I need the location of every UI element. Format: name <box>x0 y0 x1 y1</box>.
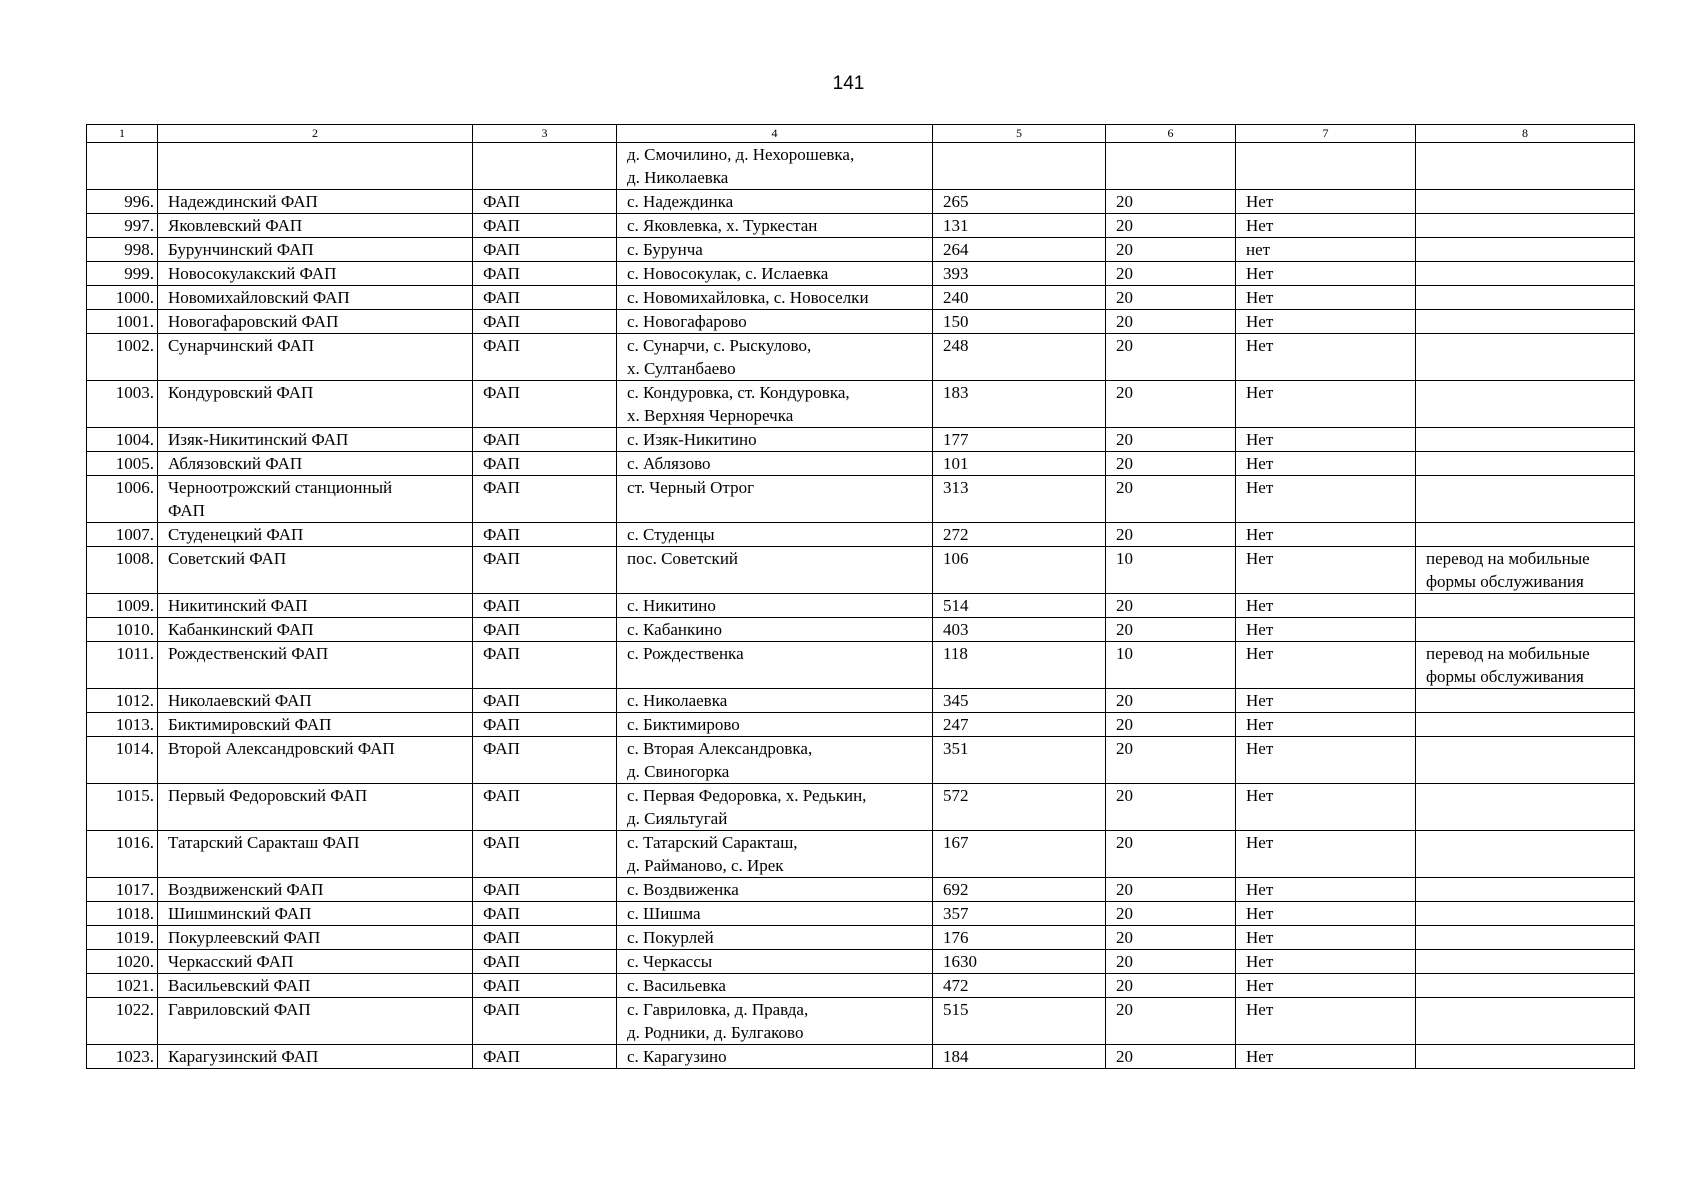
table-row <box>87 950 1635 974</box>
cell-status: Нет <box>1236 878 1416 902</box>
cell-population: 167 <box>933 831 1106 878</box>
cell-note <box>1416 926 1635 950</box>
cell-population: 357 <box>933 902 1106 926</box>
table-row <box>87 381 1635 428</box>
cell-row-number: 1021. <box>87 974 158 998</box>
cell-facility-type: ФАП <box>473 642 617 689</box>
cell-distance: 20 <box>1106 594 1236 618</box>
cell-facility-type: ФАП <box>473 334 617 381</box>
table-row <box>87 523 1635 547</box>
cell-facility-type: ФАП <box>473 1045 617 1069</box>
column-header-5: 5 <box>933 125 1106 143</box>
cell-status: Нет <box>1236 1045 1416 1069</box>
header-row <box>87 125 1635 143</box>
table-row <box>87 713 1635 737</box>
cell-row-number: 997. <box>87 214 158 238</box>
cell-distance: 20 <box>1106 998 1236 1045</box>
cell-status: нет <box>1236 238 1416 262</box>
cell-status: Нет <box>1236 594 1416 618</box>
cell-status: Нет <box>1236 286 1416 310</box>
cell-facility-name: Бурунчинский ФАП <box>158 238 473 262</box>
cell-facility-name: Сунарчинский ФАП <box>158 334 473 381</box>
table-row <box>87 831 1635 878</box>
cell-settlements: с. Аблязово <box>617 452 933 476</box>
cell-row-number: 1000. <box>87 286 158 310</box>
cell-note: перевод на мобильные формы обслуживания <box>1416 547 1635 594</box>
cell-row-number: 1008. <box>87 547 158 594</box>
cell-facility-name: Покурлеевский ФАП <box>158 926 473 950</box>
cell-population: 118 <box>933 642 1106 689</box>
cell-settlements: с. Новогафарово <box>617 310 933 334</box>
cell-distance: 20 <box>1106 689 1236 713</box>
cell-status: Нет <box>1236 784 1416 831</box>
table-row <box>87 594 1635 618</box>
cell-distance: 20 <box>1106 214 1236 238</box>
cell-facility-name: Новомихайловский ФАП <box>158 286 473 310</box>
table-body <box>87 143 1635 1069</box>
cell-settlements: с. Никитино <box>617 594 933 618</box>
cell-note <box>1416 190 1635 214</box>
cell-population: 313 <box>933 476 1106 523</box>
cell-facility-type: ФАП <box>473 974 617 998</box>
table-row <box>87 618 1635 642</box>
table-row <box>87 1045 1635 1069</box>
cell-population: 264 <box>933 238 1106 262</box>
cell-facility-type: ФАП <box>473 618 617 642</box>
cell-facility-type: ФАП <box>473 238 617 262</box>
cell-facility-type: ФАП <box>473 310 617 334</box>
cell-distance: 20 <box>1106 902 1236 926</box>
column-header-6: 6 <box>1106 125 1236 143</box>
cell-settlements: с. Николаевка <box>617 689 933 713</box>
cell-settlements: ст. Черный Отрог <box>617 476 933 523</box>
cell-population: 247 <box>933 713 1106 737</box>
cell-status: Нет <box>1236 902 1416 926</box>
table-row <box>87 737 1635 784</box>
table-row <box>87 214 1635 238</box>
cell-settlements: с. Вторая Александровка, д. Свиногорка <box>617 737 933 784</box>
cell-status: Нет <box>1236 618 1416 642</box>
cell-population: 183 <box>933 381 1106 428</box>
table-row <box>87 689 1635 713</box>
cell-row-number: 1005. <box>87 452 158 476</box>
cell-distance: 20 <box>1106 381 1236 428</box>
cell-facility-name: Аблязовский ФАП <box>158 452 473 476</box>
cell-facility-type: ФАП <box>473 784 617 831</box>
cell-status: Нет <box>1236 381 1416 428</box>
column-header-1: 1 <box>87 125 158 143</box>
cell-facility-name: Рождественский ФАП <box>158 642 473 689</box>
cell-note <box>1416 310 1635 334</box>
cell-population: 272 <box>933 523 1106 547</box>
cell-facility-type: ФАП <box>473 902 617 926</box>
cell-facility-name <box>158 143 473 190</box>
cell-note <box>1416 594 1635 618</box>
cell-status: Нет <box>1236 689 1416 713</box>
cell-population: 184 <box>933 1045 1106 1069</box>
cell-note <box>1416 784 1635 831</box>
cell-row-number: 1023. <box>87 1045 158 1069</box>
table-row <box>87 334 1635 381</box>
cell-note <box>1416 737 1635 784</box>
cell-population: 240 <box>933 286 1106 310</box>
cell-facility-name: Черноотрожский станционный ФАП <box>158 476 473 523</box>
cell-note <box>1416 334 1635 381</box>
table-row <box>87 998 1635 1045</box>
cell-status: Нет <box>1236 547 1416 594</box>
cell-distance: 20 <box>1106 950 1236 974</box>
cell-facility-type: ФАП <box>473 476 617 523</box>
cell-distance: 10 <box>1106 547 1236 594</box>
cell-note <box>1416 476 1635 523</box>
cell-facility-type: ФАП <box>473 594 617 618</box>
cell-row-number: 1009. <box>87 594 158 618</box>
cell-row-number: 1017. <box>87 878 158 902</box>
cell-note <box>1416 902 1635 926</box>
cell-settlements: с. Яковлевка, х. Туркестан <box>617 214 933 238</box>
cell-facility-type: ФАП <box>473 262 617 286</box>
cell-facility-name: Васильевский ФАП <box>158 974 473 998</box>
cell-settlements: с. Студенцы <box>617 523 933 547</box>
cell-status: Нет <box>1236 523 1416 547</box>
cell-facility-type: ФАП <box>473 713 617 737</box>
table-row <box>87 262 1635 286</box>
cell-row-number: 1012. <box>87 689 158 713</box>
cell-population: 351 <box>933 737 1106 784</box>
cell-facility-name: Кондуровский ФАП <box>158 381 473 428</box>
cell-settlements: с. Надеждинка <box>617 190 933 214</box>
cell-note <box>1416 974 1635 998</box>
cell-distance: 20 <box>1106 334 1236 381</box>
cell-row-number: 1022. <box>87 998 158 1045</box>
cell-facility-type: ФАП <box>473 286 617 310</box>
cell-facility-name: Надеждинский ФАП <box>158 190 473 214</box>
table-row <box>87 238 1635 262</box>
cell-note <box>1416 286 1635 310</box>
cell-distance: 20 <box>1106 452 1236 476</box>
cell-population: 472 <box>933 974 1106 998</box>
cell-facility-name: Новогафаровский ФАП <box>158 310 473 334</box>
cell-row-number: 1002. <box>87 334 158 381</box>
cell-status: Нет <box>1236 310 1416 334</box>
cell-facility-type: ФАП <box>473 214 617 238</box>
cell-population: 393 <box>933 262 1106 286</box>
cell-distance: 20 <box>1106 784 1236 831</box>
cell-status: Нет <box>1236 190 1416 214</box>
cell-row-number: 1020. <box>87 950 158 974</box>
table-row <box>87 547 1635 594</box>
cell-settlements: с. Рождественка <box>617 642 933 689</box>
cell-distance <box>1106 143 1236 190</box>
table-row <box>87 143 1635 190</box>
cell-facility-name: Воздвиженский ФАП <box>158 878 473 902</box>
facility-table <box>86 124 1635 1069</box>
cell-facility-type: ФАП <box>473 998 617 1045</box>
cell-status: Нет <box>1236 737 1416 784</box>
cell-population: 176 <box>933 926 1106 950</box>
cell-facility-name: Советский ФАП <box>158 547 473 594</box>
cell-note <box>1416 618 1635 642</box>
cell-row-number: 996. <box>87 190 158 214</box>
cell-facility-name: Яковлевский ФАП <box>158 214 473 238</box>
cell-row-number: 1018. <box>87 902 158 926</box>
cell-status: Нет <box>1236 334 1416 381</box>
cell-row-number: 1019. <box>87 926 158 950</box>
cell-facility-name: Первый Федоровский ФАП <box>158 784 473 831</box>
column-header-8: 8 <box>1416 125 1635 143</box>
cell-settlements: с. Шишма <box>617 902 933 926</box>
cell-status: Нет <box>1236 713 1416 737</box>
cell-note <box>1416 950 1635 974</box>
cell-settlements: с. Изяк-Никитино <box>617 428 933 452</box>
table-header <box>87 125 1635 143</box>
cell-distance: 20 <box>1106 737 1236 784</box>
table-row <box>87 878 1635 902</box>
cell-population <box>933 143 1106 190</box>
cell-status: Нет <box>1236 452 1416 476</box>
table-row <box>87 310 1635 334</box>
cell-distance: 20 <box>1106 476 1236 523</box>
cell-note <box>1416 523 1635 547</box>
table-row <box>87 476 1635 523</box>
cell-population: 177 <box>933 428 1106 452</box>
cell-row-number: 1007. <box>87 523 158 547</box>
cell-settlements: с. Биктимирово <box>617 713 933 737</box>
cell-facility-name: Никитинский ФАП <box>158 594 473 618</box>
cell-note <box>1416 998 1635 1045</box>
table-row <box>87 926 1635 950</box>
cell-status: Нет <box>1236 428 1416 452</box>
cell-settlements: с. Кабанкино <box>617 618 933 642</box>
cell-population: 514 <box>933 594 1106 618</box>
cell-facility-type: ФАП <box>473 689 617 713</box>
cell-distance: 20 <box>1106 428 1236 452</box>
cell-settlements: с. Черкассы <box>617 950 933 974</box>
cell-note <box>1416 713 1635 737</box>
cell-settlements: пос. Советский <box>617 547 933 594</box>
cell-note <box>1416 1045 1635 1069</box>
cell-facility-name: Изяк-Никитинский ФАП <box>158 428 473 452</box>
cell-row-number: 1011. <box>87 642 158 689</box>
cell-note <box>1416 238 1635 262</box>
cell-distance: 20 <box>1106 238 1236 262</box>
table-row <box>87 974 1635 998</box>
cell-status: Нет <box>1236 926 1416 950</box>
cell-settlements: д. Смочилино, д. Нехорошевка, д. Николаевка <box>617 143 933 190</box>
cell-population: 265 <box>933 190 1106 214</box>
cell-distance: 20 <box>1106 713 1236 737</box>
column-header-7: 7 <box>1236 125 1416 143</box>
column-header-2: 2 <box>158 125 473 143</box>
cell-status: Нет <box>1236 831 1416 878</box>
cell-settlements: с. Гавриловка, д. Правда, д. Родники, д. Булгаково <box>617 998 933 1045</box>
cell-note <box>1416 381 1635 428</box>
cell-note <box>1416 831 1635 878</box>
cell-distance: 20 <box>1106 878 1236 902</box>
cell-facility-type: ФАП <box>473 428 617 452</box>
table-row <box>87 452 1635 476</box>
cell-distance: 10 <box>1106 642 1236 689</box>
cell-row-number: 1015. <box>87 784 158 831</box>
cell-row-number: 1014. <box>87 737 158 784</box>
cell-facility-name: Татарский Саракташ ФАП <box>158 831 473 878</box>
cell-facility-type: ФАП <box>473 926 617 950</box>
cell-settlements: с. Новомихайловка, с. Новоселки <box>617 286 933 310</box>
cell-status: Нет <box>1236 998 1416 1045</box>
cell-status: Нет <box>1236 476 1416 523</box>
cell-distance: 20 <box>1106 310 1236 334</box>
cell-facility-type: ФАП <box>473 737 617 784</box>
cell-population: 515 <box>933 998 1106 1045</box>
cell-facility-type: ФАП <box>473 547 617 594</box>
cell-row-number: 998. <box>87 238 158 262</box>
cell-population: 345 <box>933 689 1106 713</box>
cell-note <box>1416 878 1635 902</box>
cell-facility-type: ФАП <box>473 950 617 974</box>
cell-distance: 20 <box>1106 286 1236 310</box>
cell-row-number: 1004. <box>87 428 158 452</box>
cell-settlements: с. Васильевка <box>617 974 933 998</box>
cell-note <box>1416 689 1635 713</box>
cell-status: Нет <box>1236 974 1416 998</box>
cell-status: Нет <box>1236 214 1416 238</box>
cell-population: 1630 <box>933 950 1106 974</box>
cell-facility-name: Новосокулакский ФАП <box>158 262 473 286</box>
cell-note: перевод на мобильные формы обслуживания <box>1416 642 1635 689</box>
cell-row-number: 1010. <box>87 618 158 642</box>
cell-facility-type: ФАП <box>473 381 617 428</box>
cell-facility-type: ФАП <box>473 190 617 214</box>
cell-facility-name: Биктимировский ФАП <box>158 713 473 737</box>
cell-population: 150 <box>933 310 1106 334</box>
cell-distance: 20 <box>1106 974 1236 998</box>
cell-population: 101 <box>933 452 1106 476</box>
cell-settlements: с. Татарский Саракташ, д. Райманово, с. Ирек <box>617 831 933 878</box>
cell-status <box>1236 143 1416 190</box>
cell-facility-type: ФАП <box>473 831 617 878</box>
cell-distance: 20 <box>1106 1045 1236 1069</box>
cell-facility-type: ФАП <box>473 452 617 476</box>
cell-settlements: с. Сунарчи, с. Рыскулово, х. Султанбаево <box>617 334 933 381</box>
cell-row-number: 999. <box>87 262 158 286</box>
cell-status: Нет <box>1236 262 1416 286</box>
table-row <box>87 902 1635 926</box>
cell-row-number: 1003. <box>87 381 158 428</box>
cell-facility-type: ФАП <box>473 878 617 902</box>
cell-settlements: с. Бурунча <box>617 238 933 262</box>
cell-facility-name: Студенецкий ФАП <box>158 523 473 547</box>
cell-facility-name: Шишминский ФАП <box>158 902 473 926</box>
cell-population: 106 <box>933 547 1106 594</box>
table-row <box>87 428 1635 452</box>
cell-status: Нет <box>1236 642 1416 689</box>
table-row <box>87 190 1635 214</box>
cell-facility-name: Николаевский ФАП <box>158 689 473 713</box>
cell-facility-type: ФАП <box>473 523 617 547</box>
cell-settlements: с. Воздвиженка <box>617 878 933 902</box>
cell-row-number: 1001. <box>87 310 158 334</box>
cell-settlements: с. Карагузино <box>617 1045 933 1069</box>
cell-facility-name: Черкасский ФАП <box>158 950 473 974</box>
cell-settlements: с. Первая Федоровка, х. Редькин, д. Сияльтугай <box>617 784 933 831</box>
table-row <box>87 642 1635 689</box>
cell-facility-name: Кабанкинский ФАП <box>158 618 473 642</box>
cell-settlements: с. Новосокулак, с. Ислаевка <box>617 262 933 286</box>
cell-note <box>1416 262 1635 286</box>
table-row <box>87 286 1635 310</box>
column-header-4: 4 <box>617 125 933 143</box>
cell-row-number: 1013. <box>87 713 158 737</box>
cell-population: 572 <box>933 784 1106 831</box>
cell-note <box>1416 143 1635 190</box>
cell-distance: 20 <box>1106 523 1236 547</box>
cell-facility-type <box>473 143 617 190</box>
cell-distance: 20 <box>1106 926 1236 950</box>
column-header-3: 3 <box>473 125 617 143</box>
cell-population: 248 <box>933 334 1106 381</box>
cell-row-number <box>87 143 158 190</box>
cell-row-number: 1006. <box>87 476 158 523</box>
table-row <box>87 784 1635 831</box>
cell-row-number: 1016. <box>87 831 158 878</box>
cell-facility-name: Гавриловский ФАП <box>158 998 473 1045</box>
cell-settlements: с. Кондуровка, ст. Кондуровка, х. Верхняя Черноречка <box>617 381 933 428</box>
cell-note <box>1416 428 1635 452</box>
cell-population: 692 <box>933 878 1106 902</box>
cell-status: Нет <box>1236 950 1416 974</box>
cell-note <box>1416 452 1635 476</box>
cell-distance: 20 <box>1106 618 1236 642</box>
cell-distance: 20 <box>1106 831 1236 878</box>
cell-distance: 20 <box>1106 262 1236 286</box>
cell-population: 403 <box>933 618 1106 642</box>
page-number: 141 <box>832 73 865 94</box>
cell-facility-name: Карагузинский ФАП <box>158 1045 473 1069</box>
cell-note <box>1416 214 1635 238</box>
cell-facility-name: Второй Александровский ФАП <box>158 737 473 784</box>
cell-settlements: с. Покурлей <box>617 926 933 950</box>
cell-population: 131 <box>933 214 1106 238</box>
cell-distance: 20 <box>1106 190 1236 214</box>
